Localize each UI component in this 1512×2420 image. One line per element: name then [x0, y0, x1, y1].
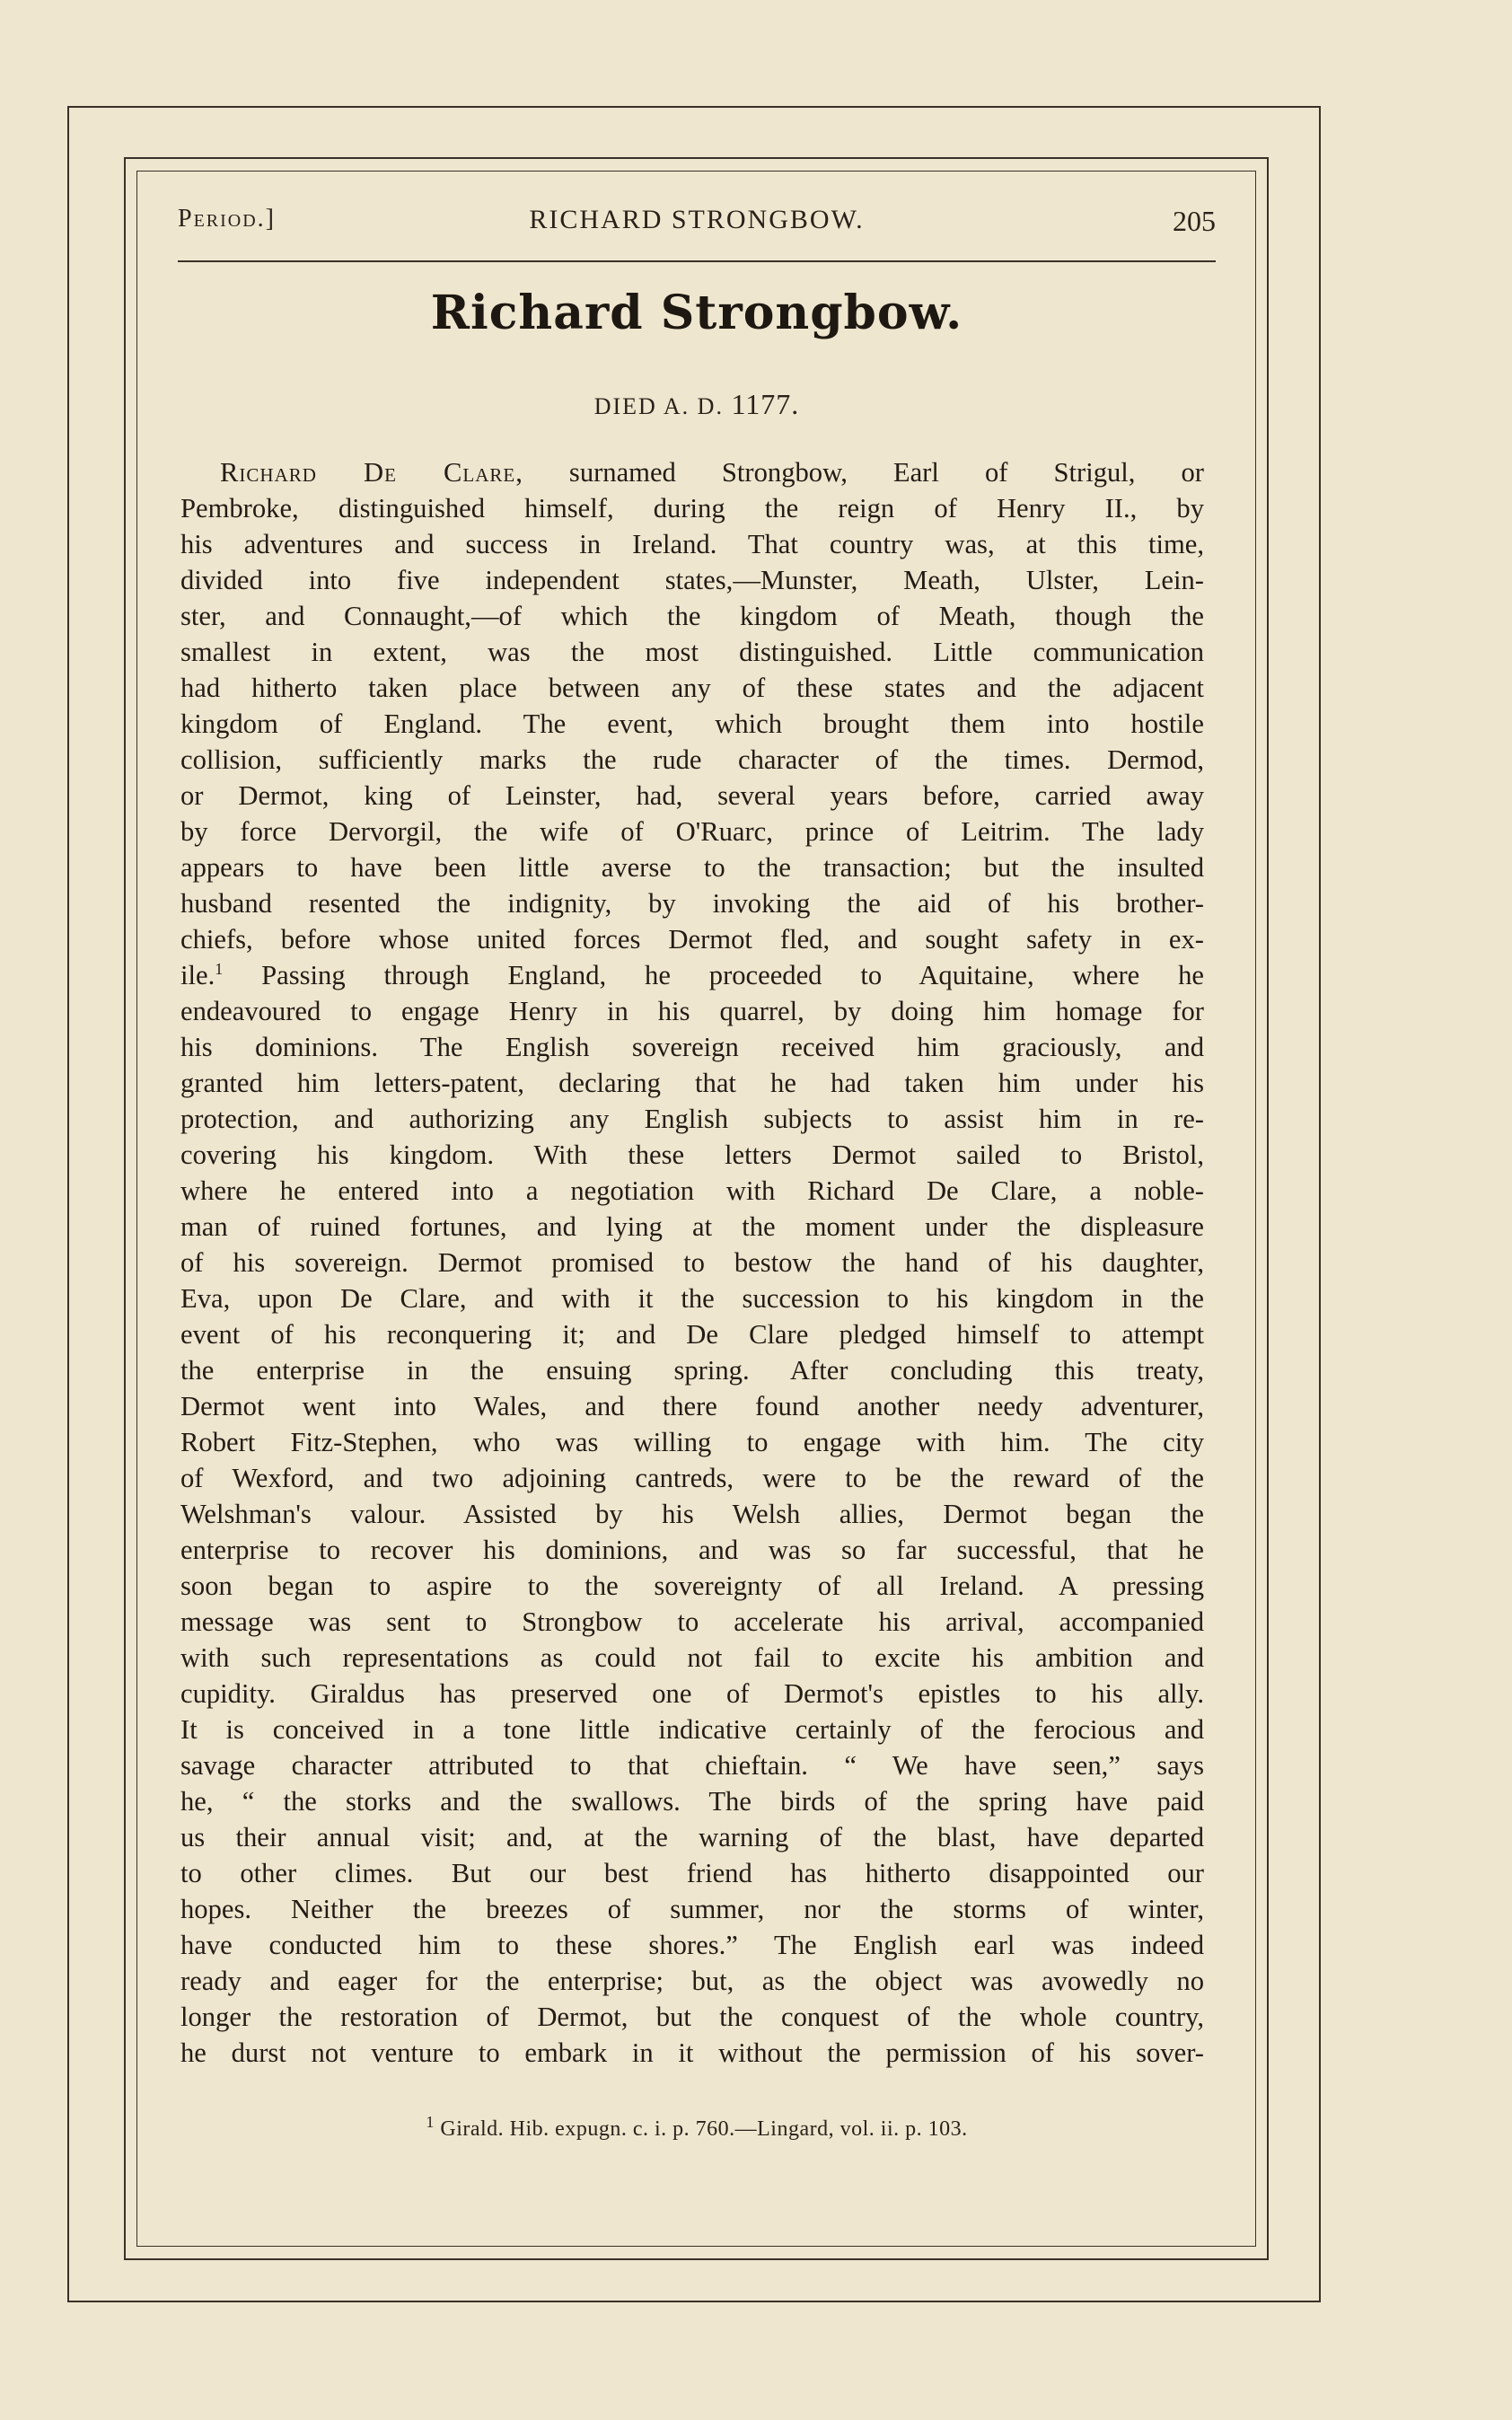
body-line: by force Dervorgil, the wife of O'Ruarc, prince of Leitrim. The lady — [180, 816, 1204, 847]
body-line: event of his reconquering it; and De Clare pledged himself to attempt — [180, 1319, 1204, 1350]
body-line-text: ile. — [180, 960, 215, 990]
footnote-reference[interactable]: 1 — [215, 959, 224, 978]
body-line: the enterprise in the ensuing spring. After concluding this treaty, — [180, 1355, 1204, 1386]
page-number: 205 — [1173, 205, 1216, 237]
header-period-label: Period.] — [178, 205, 276, 233]
header-divider — [178, 260, 1216, 262]
body-line: Robert Fitz-Stephen, who was willing to engage with him. The city — [180, 1427, 1204, 1457]
body-line-text: Passing through England, he proceeded to Aquitaine, where he — [223, 960, 1204, 990]
body-line: with such representations as could not fail to excite his ambition and — [180, 1642, 1204, 1673]
body-line: had hitherto taken place between any of these states and the adjacent — [180, 673, 1204, 703]
body-line: savage character attributed to that chieftain. “ We have seen,” says — [180, 1750, 1204, 1781]
body-line: Dermot went into Wales, and there found another needy adventurer, — [180, 1391, 1204, 1421]
body-line: enterprise to recover his dominions, and was so far successful, that he — [180, 1535, 1204, 1565]
body-line: Pembroke, distinguished himself, during the reign of Henry II., by — [180, 493, 1204, 524]
body-line: his adventures and success in Ireland. That country was, at this time, — [180, 529, 1204, 559]
body-line: hopes. Neither the breezes of summer, nor the storms of winter, — [180, 1894, 1204, 1924]
body-line: or Dermot, king of Leinster, had, several years before, carried away — [180, 780, 1204, 811]
footnote-text: Girald. Hib. expugn. c. i. p. 760.—Lingard, vol. ii. p. 103. — [434, 2117, 968, 2141]
died-year: 1177. — [731, 388, 800, 420]
body-line: kingdom of England. The event, which brought them into hostile — [180, 708, 1204, 739]
body-line: soon began to aspire to the sovereignty of all Ireland. A pressing — [180, 1571, 1204, 1601]
header-title: RICHARD STRONGBOW. — [529, 205, 865, 234]
body-line: of his sovereign. Dermot promised to bestow the hand of his daughter, — [180, 1247, 1204, 1278]
body-line: divided into five independent states,—Munster, Meath, Ulster, Lein- — [180, 565, 1204, 595]
body-line: ster, and Connaught,—of which the kingdom of Meath, though the — [180, 601, 1204, 631]
chapter-title: Richard Strongbow. — [430, 286, 963, 340]
body-text — [180, 454, 1204, 2071]
body-line: It is conceived in a tone little indicative certainly of the ferocious and — [180, 1714, 1204, 1745]
body-line: Eva, upon De Clare, and with it the succession to his kingdom in the — [180, 1283, 1204, 1314]
footnote-marker: 1 — [426, 2113, 435, 2131]
body-line: cupidity. Giraldus has preserved one of Dermot's epistles to his ally. — [180, 1678, 1204, 1709]
body-line: of Wexford, and two adjoining cantreds, were to be the reward of the — [180, 1463, 1204, 1493]
body-line — [180, 454, 1204, 490]
body-line: ready and eager for the enterprise; but, as the object was avowedly no — [180, 1966, 1204, 1996]
body-line: he durst not venture to embark in it without the permission of his sover- — [180, 2037, 1204, 2068]
body-line: his dominions. The English sovereign received him graciously, and — [180, 1032, 1204, 1062]
body-line: to other climes. But our best friend has hitherto disappointed our — [180, 1858, 1204, 1888]
body-line: longer the restoration of Dermot, but the conquest of the whole country, — [180, 2002, 1204, 2032]
body-line: have conducted him to these shores.” The English earl was indeed — [180, 1930, 1204, 1960]
body-line: message was sent to Strongbow to accelerate his arrival, accompanied — [180, 1606, 1204, 1637]
opening-name: Richard De Clare, — [220, 457, 523, 488]
body-line: where he entered into a negotiation with Richard De Clare, a noble- — [180, 1175, 1204, 1206]
body-line: covering his kingdom. With these letters Dermot sailed to Bristol, — [180, 1140, 1204, 1170]
body-line-text: surnamed Strongbow, Earl of Strigul, or — [523, 457, 1204, 488]
body-line: man of ruined fortunes, and lying at the moment under the displeasure — [180, 1211, 1204, 1242]
body-line: endeavoured to engage Henry in his quarrel, by doing him homage for — [180, 996, 1204, 1026]
died-label: DIED A. D. — [593, 393, 724, 419]
body-line — [180, 957, 1204, 993]
body-line: collision, sufficiently marks the rude character of the times. Dermod, — [180, 744, 1204, 775]
body-line: appears to have been little averse to the transaction; but the insulted — [180, 852, 1204, 883]
body-line: smallest in extent, was the most distinguished. Little communication — [180, 637, 1204, 667]
footnote — [178, 2113, 1216, 2142]
body-line: Welshman's valour. Assisted by his Welsh allies, Dermot began the — [180, 1499, 1204, 1529]
body-line: husband resented the indignity, by invoking the aid of his brother- — [180, 888, 1204, 919]
body-line: granted him letters-patent, declaring that he had taken him under his — [180, 1068, 1204, 1098]
body-line: he, “ the storks and the swallows. The birds of the spring have paid — [180, 1786, 1204, 1817]
body-line: us their annual visit; and, at the warning of the blast, have departed — [180, 1822, 1204, 1852]
death-date-line — [178, 388, 1216, 421]
body-line: chiefs, before whose united forces Dermot fled, and sought safety in ex- — [180, 924, 1204, 955]
body-line: protection, and authorizing any English subjects to assist him in re- — [180, 1104, 1204, 1134]
running-header — [178, 205, 1216, 244]
